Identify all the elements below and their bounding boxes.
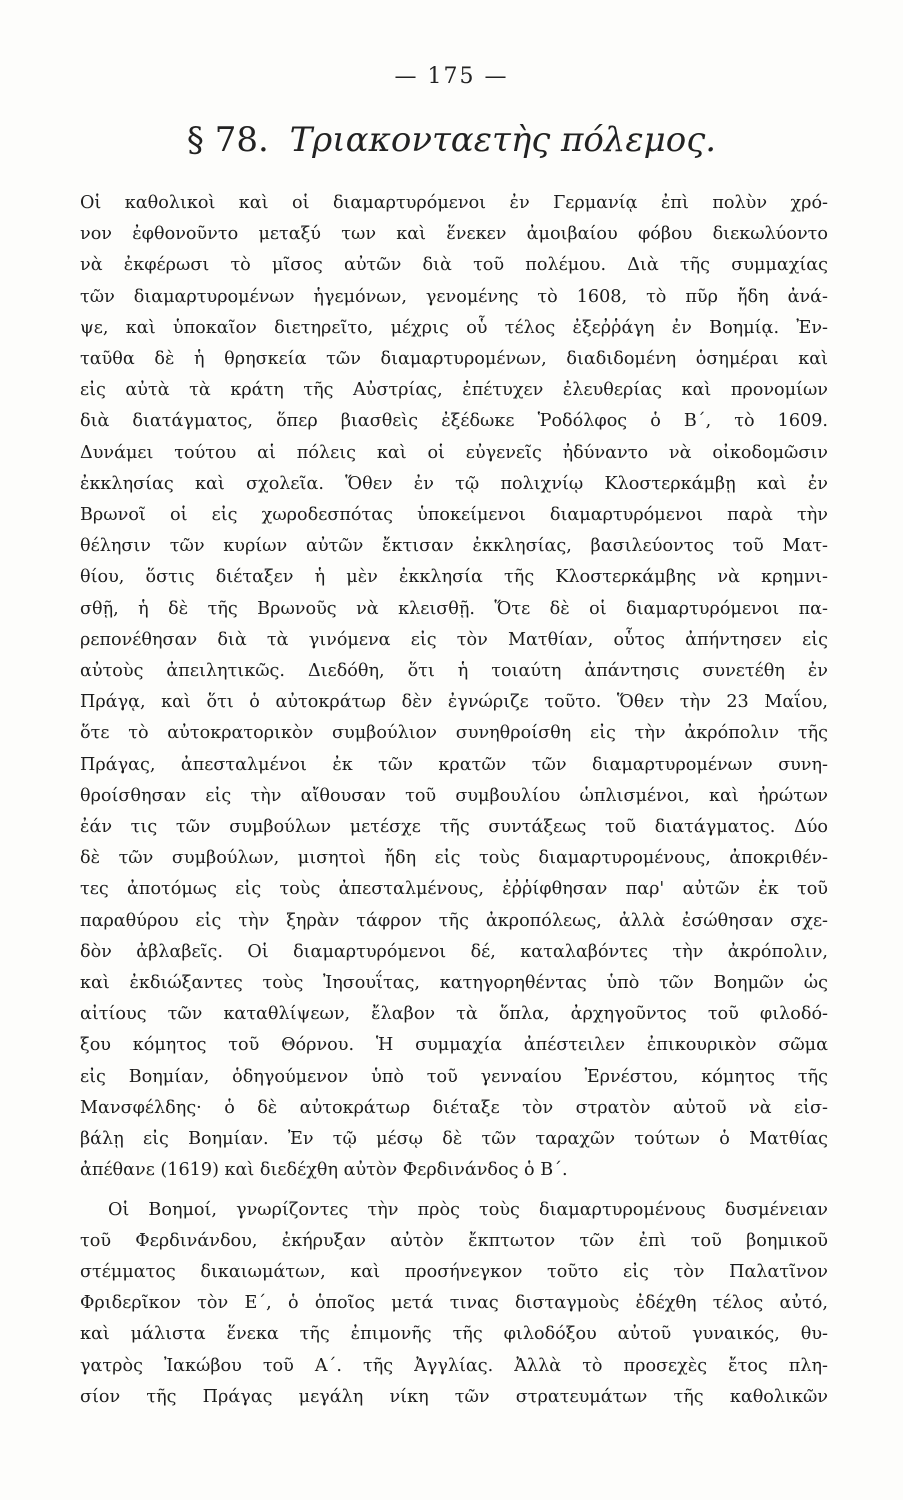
text-line: ψε, καὶ ὑποκαῖον διετηρεῖτο, μέχρις οὗ τέλος ἐξεῤῥάγη ἐν Βοημίᾳ. Ἐν- — [80, 317, 828, 338]
text-line: θίου, ὅστις διέταξεν ἡ μὲν ἐκκλησία τῆς Κλοστερκάμβης νὰ κρημνι- — [80, 567, 828, 588]
text-line: Οἱ Βοημοί, γνωρίζοντες τὴν πρὸς τοὺς διαμαρτυρομένους δυσμένειαν — [108, 1199, 828, 1220]
text-line: τες ἀποτόμως εἰς τοὺς ἀπεσταλμένους, ἐῤῥίφθησαν παρ' αὐτῶν ἐκ τοῦ — [80, 879, 828, 900]
text-line: δὸν ἀβλαβεῖς. Οἱ διαμαρτυρόμενοι δέ, καταλαβόντες τὴν ἀκρόπολιν, — [80, 941, 828, 962]
section-title: Τριακονταετὴς πόλεμος. — [289, 120, 717, 160]
text-line: στέμματος δικαιωμάτων, καὶ προσήνεγκον τοῦτο εἰς τὸν Παλατῖνον — [80, 1261, 828, 1282]
text-line: βάλῃ εἰς Βοημίαν. Ἐν τῷ μέσῳ δὲ τῶν ταραχῶν τούτων ὁ Ματθίας — [80, 1129, 828, 1150]
section-number: § 78. — [186, 120, 269, 160]
text-line: καὶ ἐκδιώξαντες τοὺς Ἰησουΐτας, κατηγορηθέντας ὑπὸ τῶν Βοημῶν ὡς — [80, 973, 828, 994]
text-line: ὅτε τὸ αὐτοκρατορικὸν συμβούλιον συνηθροίσθη εἰς τὴν ἀκρόπολιν τῆς — [80, 723, 828, 744]
text-line: καὶ μάλιστα ἕνεκα τῆς ἐπιμονῆς τῆς φιλοδόξου αὐτοῦ γυναικός, θυ- — [80, 1324, 828, 1345]
text-line: νὰ ἐκφέρωσι τὸ μῖσος αὐτῶν διὰ τοῦ πολέμου. Διὰ τῆς συμμαχίας — [80, 255, 828, 276]
text-line: θροίσθησαν εἰς τὴν αἴθουσαν τοῦ συμβουλίου ὡπλισμένοι, καὶ ἠρώτων — [80, 785, 828, 806]
text-line: σίον τῆς Πράγας μεγάλη νίκη τῶν στρατευμάτων τῆς καθολικῶν — [80, 1386, 828, 1407]
text-line: νον ἐφθονοῦντο μεταξύ των καὶ ἕνεκεν ἀμοιβαίου φόβου διεκωλύοντο — [80, 224, 828, 245]
text-line: αὐτοὺς ἀπειλητικῶς. Διεδόθη, ὅτι ἡ τοιαύτη ἀπάντησις συνετέθη ἐν — [80, 661, 828, 682]
text-line: διὰ διατάγματος, ὅπερ βιασθεὶς ἐξέδωκε Ῥοδόλφος ὁ Β΄, τὸ 1609. — [80, 411, 828, 432]
text-line: τῶν διαμαρτυρομένων ἡγεμόνων, γενομένης τὸ 1608, τὸ πῦρ ἤδη ἀνά- — [80, 286, 828, 307]
page-number: — 175 — — [394, 64, 509, 89]
text-line: εἰς Βοημίαν, ὁδηγούμενον ὑπὸ τοῦ γενναίου Ἐρνέστου, κόμητος τῆς — [80, 1066, 828, 1087]
text-line: ρεπονέθησαν διὰ τὰ γινόμενα εἰς τὸν Ματθίαν, οὗτος ἀπήντησεν εἰς — [80, 629, 828, 650]
text-line: Φριδερῖκον τὸν Ε΄, ὁ ὁποῖος μετά τινας δισταγμοὺς ἐδέχθη τέλος αὐτό, — [80, 1293, 828, 1314]
text-line: Δυνάμει τούτου αἱ πόλεις καὶ οἱ εὐγενεῖς ἠδύναντο νὰ οἰκοδομῶσιν — [80, 442, 828, 463]
body-text — [80, 188, 828, 1413]
text-line: ἐάν τις τῶν συμβούλων μετέσχε τῆς συντάξεως τοῦ διατάγματος. Δύο — [80, 817, 828, 838]
text-line: παραθύρου εἰς τὴν ξηρὰν τάφρον τῆς ἀκροπόλεως, ἀλλὰ ἐσώθησαν σχε- — [80, 910, 828, 931]
text-line: Πράγας, ἀπεσταλμένοι ἐκ τῶν κρατῶν τῶν διαμαρτυρομένων συνη- — [80, 754, 828, 775]
text-line: Μανσφέλδης· ὁ δὲ αὐτοκράτωρ διέταξε τὸν στρατὸν αὐτοῦ νὰ εἰσ- — [80, 1097, 828, 1118]
text-line: γατρὸς Ἰακώβου τοῦ Α΄. τῆς Ἀγγλίας. Ἀλλὰ τὸ προσεχὲς ἔτος πλη- — [80, 1355, 828, 1376]
paragraph — [80, 188, 828, 1187]
text-line: ἀπέθανε (1619) καὶ διεδέχθη αὐτὸν Φερδινάνδος ὁ Β΄. — [80, 1160, 568, 1181]
text-line: δὲ τῶν συμβούλων, μισητοὶ ἤδη εἰς τοὺς διαμαρτυρομένους, ἀποκριθέν- — [80, 848, 828, 869]
text-line: αἰτίους τῶν καταθλίψεων, ἔλαβον τὰ ὅπλα, ἀρχηγοῦντος τοῦ φιλοδό- — [80, 1004, 828, 1025]
text-line: σθῇ, ἡ δὲ τῆς Βρωνοῦς νὰ κλεισθῇ. Ὅτε δὲ οἱ διαμαρτυρόμενοι πα- — [80, 598, 828, 619]
text-line: τοῦ Φερδινάνδου, ἐκήρυξαν αὐτὸν ἔκπτωτον τῶν ἐπὶ τοῦ βοημικοῦ — [80, 1230, 828, 1251]
text-line: θέλησιν τῶν κυρίων αὐτῶν ἔκτισαν ἐκκλησίας, βασιλεύοντος τοῦ Ματ- — [80, 536, 828, 557]
paragraph — [80, 1195, 828, 1413]
text-line: ξου κόμητος τοῦ Θόρνου. Ἡ συμμαχία ἀπέστειλεν ἐπικουρικὸν σῶμα — [80, 1035, 828, 1056]
text-line: ταῦθα δὲ ἡ θρησκεία τῶν διαμαρτυρομένων, διαδιδομένη ὁσημέραι καὶ — [80, 349, 828, 370]
text-line: Πράγᾳ, καὶ ὅτι ὁ αὐτοκράτωρ δὲν ἐγνώριζε τοῦτο. Ὅθεν τὴν 23 Μαΐου, — [80, 692, 828, 713]
text-line: εἰς αὐτὰ τὰ κράτη τῆς Αὐστρίας, ἐπέτυχεν ἐλευθερίας καὶ προνομίων — [80, 380, 828, 401]
section-heading — [0, 120, 903, 160]
text-line: ἐκκλησίας καὶ σχολεῖα. Ὅθεν ἐν τῷ πολιχνίῳ Κλοστερκάμβῃ καὶ ἐν — [80, 473, 828, 494]
text-line: Οἱ καθολικοὶ καὶ οἱ διαμαρτυρόμενοι ἐν Γερμανίᾳ ἐπὶ πολὺν χρό- — [80, 193, 828, 213]
text-line: Βρωνοῖ οἱ εἰς χωροδεσπότας ὑποκείμενοι διαμαρτυρόμενοι παρὰ τὴν — [80, 505, 828, 526]
